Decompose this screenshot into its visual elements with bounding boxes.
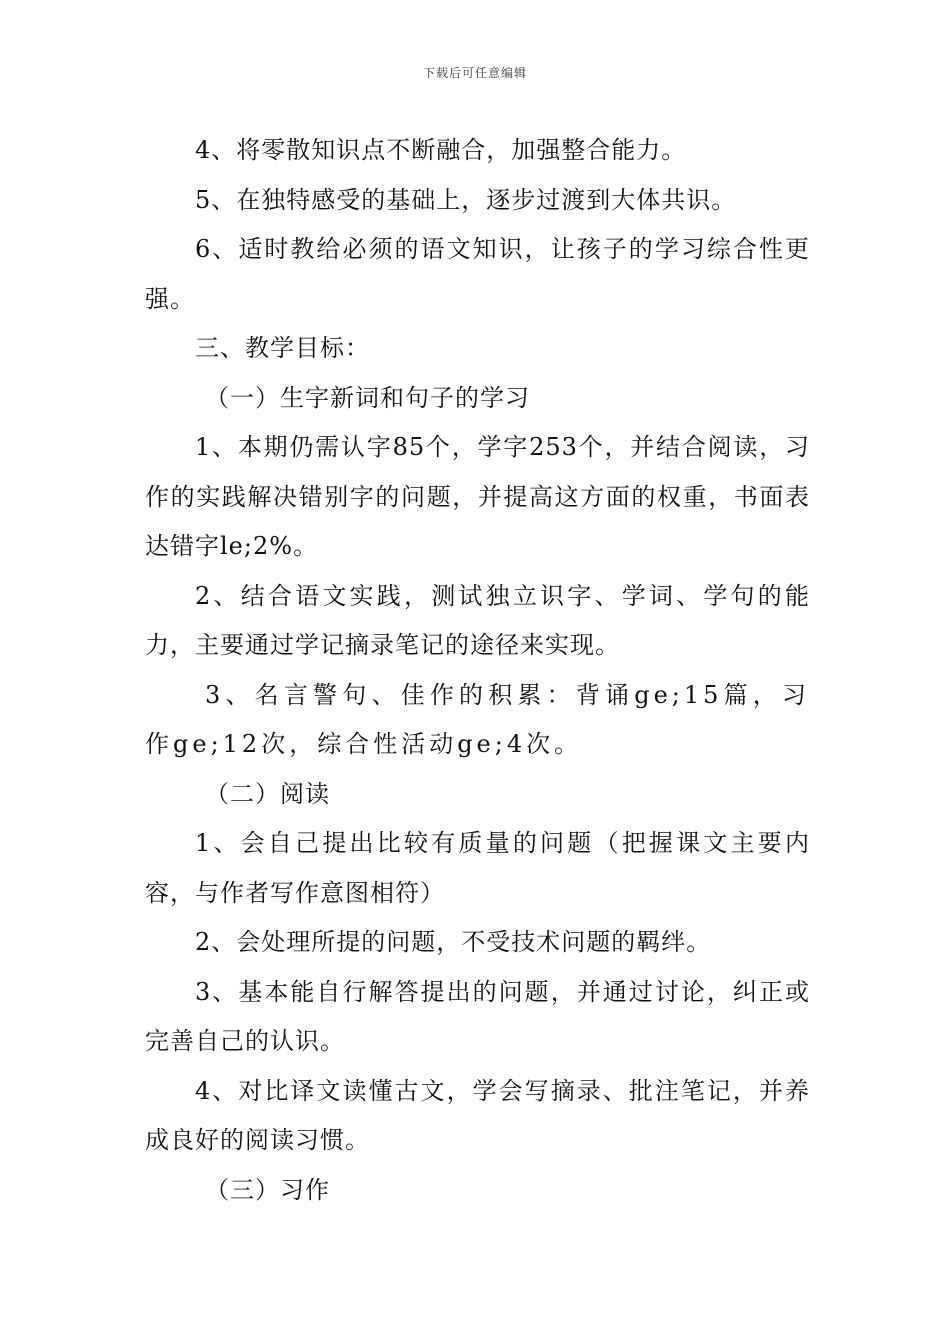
paragraph-item-6: 6、适时教给必须的语文知识，让孩子的学习综合性更强。 [145,235,810,313]
section-heading-teaching-goals: 三、教学目标： [195,334,370,362]
document-body [145,126,810,1215]
paragraph-vocabulary-3: 3、名言警句、佳作的积累：背诵ge;15篇，习作ge;12次，综合性活动ge;4次。 [145,680,810,758]
subsection-heading-writing: （三）习作 [205,1175,330,1204]
paragraph-reading-3: 3、基本能自行解答提出的问题，并通过讨论，纠正或完善自己的认识。 [145,977,810,1055]
paragraph-reading-2: 2、会处理所提的问题，不受技术问题的羁绊。 [195,928,712,956]
paragraph-reading-1: 1、会自己提出比较有质量的问题（把握课文主要内容，与作者写作意图相符） [145,829,810,907]
paragraph-reading-4: 4、对比译文读懂古文，学会写摘录、批注笔记，并养成良好的阅读习惯。 [145,1076,810,1154]
paragraph-vocabulary-2: 2、结合语文实践，测试独立识字、学词、学句的能力，主要通过学记摘录笔记的途径来实现。 [145,581,810,659]
paragraph-vocabulary-1: 1、本期仍需认字85个，学字253个，并结合阅读，习作的实践解决错别字的问题，并提高这方面的权重，书面表达错字le;2%。 [145,433,810,560]
paragraph-item-5: 5、在独特感受的基础上，逐步过渡到大体共识。 [195,185,737,214]
paragraph-item-4: 4、将零散知识点不断融合，加强整合能力。 [195,136,687,164]
page-header-note: 下载后可任意编辑 [422,66,527,80]
subsection-heading-reading: （二）阅读 [205,779,330,808]
subsection-heading-vocabulary: （一）生字新词和句子的学习 [205,383,530,412]
